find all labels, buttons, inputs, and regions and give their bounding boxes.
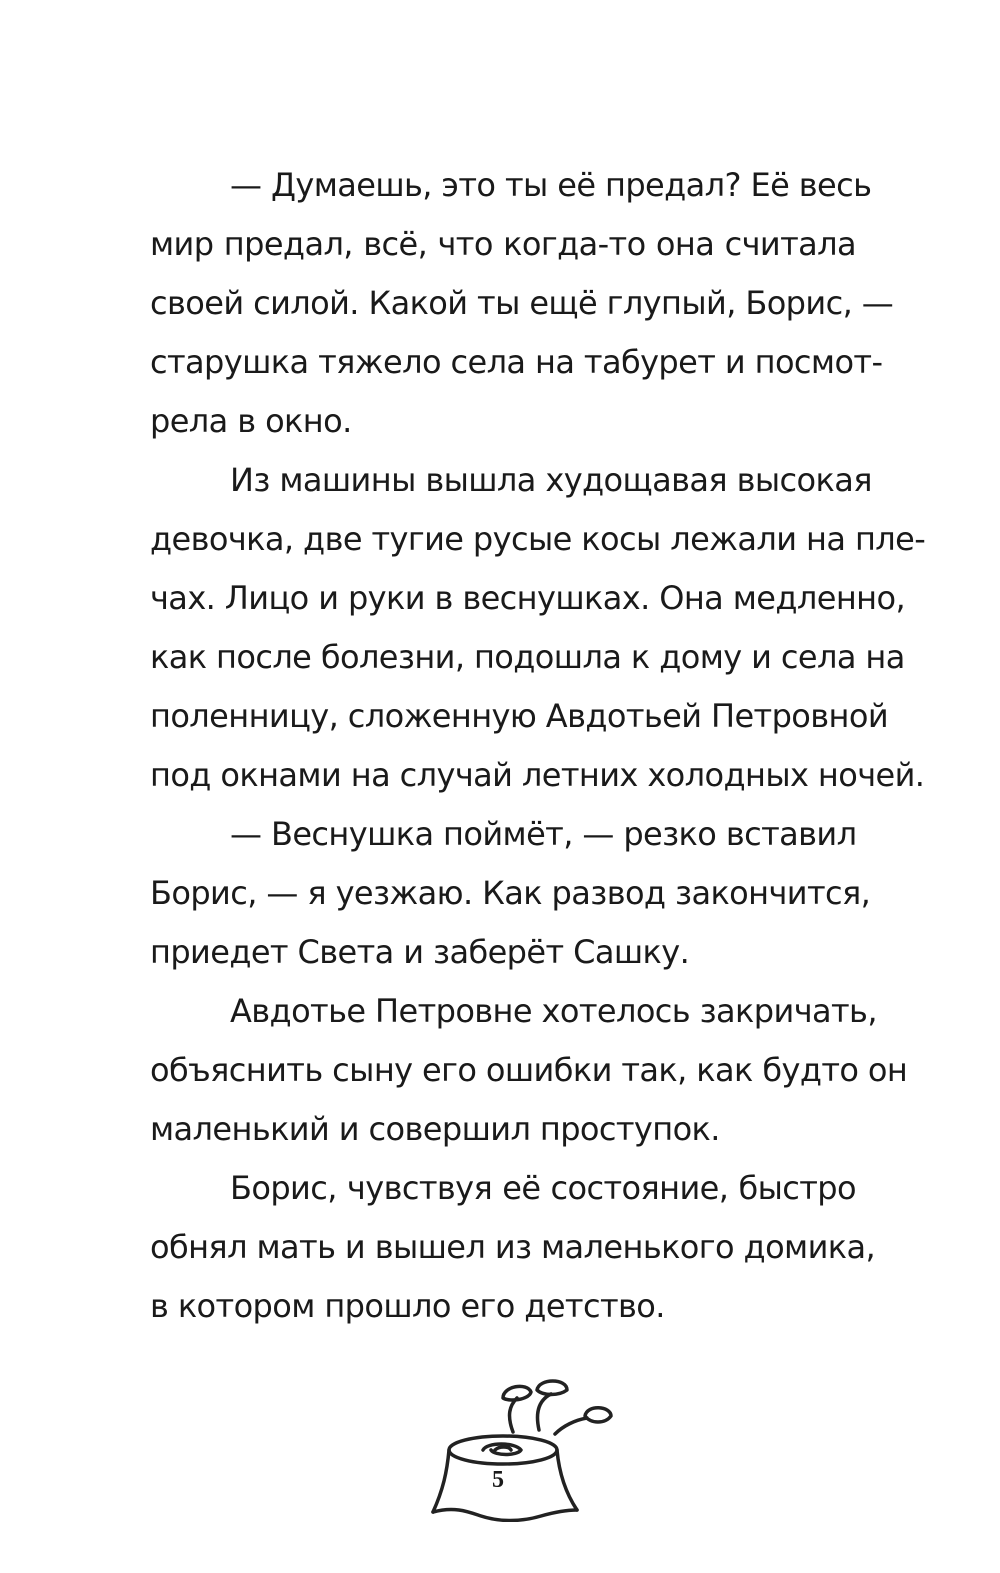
page-number: 5 <box>492 1467 504 1493</box>
text-line: Борис, — я уезжаю. Как развод закончится, <box>150 874 871 912</box>
text-line: как после болезни, подошла к дому и села на <box>150 638 905 676</box>
text-line: чах. Лицо и руки в веснушках. Она медленно, <box>150 579 906 617</box>
text-line: в котором прошло его детство. <box>150 1287 665 1325</box>
text-line: рела в окно. <box>150 402 352 440</box>
text-line: — Думаешь, это ты её предал? Её весь <box>230 166 872 204</box>
text-line: обнял мать и вышел из маленького домика, <box>150 1228 876 1266</box>
text-line: поленницу, сложенную Авдотьей Петровной <box>150 697 889 735</box>
text-line: Из машины вышла худощавая высокая <box>230 461 872 499</box>
page-body-text <box>150 156 926 1336</box>
tree-stump-mushrooms-icon <box>425 1372 615 1522</box>
text-line: Борис, чувствуя её состояние, быстро <box>230 1169 856 1207</box>
text-line: маленький и совершил проступок. <box>150 1110 720 1148</box>
text-line: старушка тяжело села на табурет и посмот- <box>150 343 883 381</box>
text-line: — Веснушка поймёт, — резко вставил <box>230 815 857 853</box>
text-line: своей силой. Какой ты ещё глупый, Борис, — <box>150 284 894 322</box>
text-line: под окнами на случай летних холодных ночей. <box>150 756 925 794</box>
text-line: объяснить сыну его ошибки так, как будто он <box>150 1051 908 1089</box>
text-line: приедет Света и заберёт Сашку. <box>150 933 690 971</box>
text-line: девочка, две тугие русые косы лежали на пле- <box>150 520 926 558</box>
text-line: Авдотье Петровне хотелось закричать, <box>230 992 877 1030</box>
text-line: мир предал, всё, что когда-то она считала <box>150 225 856 263</box>
